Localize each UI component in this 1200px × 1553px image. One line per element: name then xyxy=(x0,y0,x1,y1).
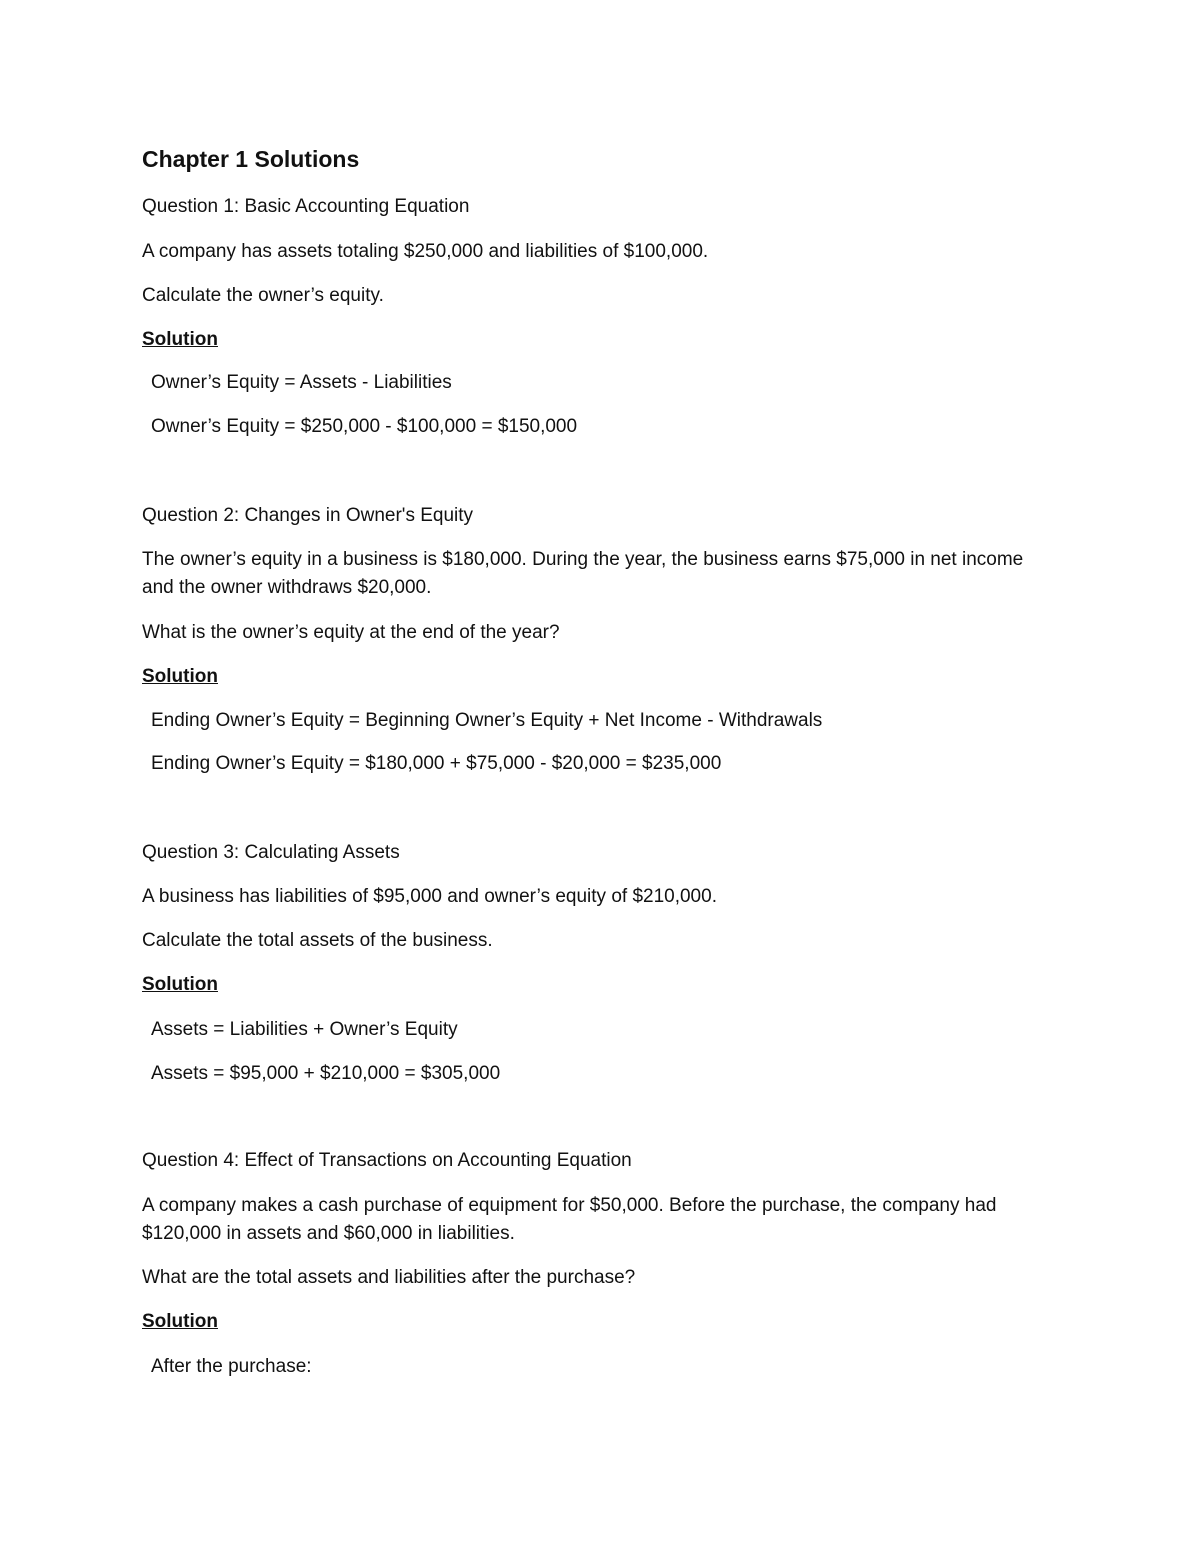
question-2-prompt: What is the owner’s equity at the end of the year? xyxy=(142,622,560,643)
question-3-solution-line-1: Assets = Liabilities + Owner’s Equity xyxy=(151,1019,458,1040)
question-4-prompt: What are the total assets and liabilities after the purchase? xyxy=(142,1267,636,1288)
question-1-solution-line-1: Owner’s Equity = Assets - Liabilities xyxy=(151,372,452,393)
question-4-heading: Question 4: Effect of Transactions on Accounting Equation xyxy=(142,1150,632,1171)
question-1-prompt: Calculate the owner’s equity. xyxy=(142,285,384,306)
question-3-body-line-1: A business has liabilities of $95,000 and owner’s equity of $210,000. xyxy=(142,886,717,907)
question-1-heading: Question 1: Basic Accounting Equation xyxy=(142,196,470,217)
question-3-solution-label: Solution xyxy=(142,974,218,995)
question-3-prompt: Calculate the total assets of the business. xyxy=(142,930,493,951)
question-4-solution-line-1: After the purchase: xyxy=(151,1356,312,1377)
question-2-heading: Question 2: Changes in Owner's Equity xyxy=(142,505,474,526)
question-4-body-line-1: A company makes a cash purchase of equipment for $50,000. Before the purchase, the company had xyxy=(142,1195,997,1216)
page-title: Chapter 1 Solutions xyxy=(142,146,360,172)
question-2-body-line-2: and the owner withdraws $20,000. xyxy=(142,577,432,598)
question-4-body-line-2: $120,000 in assets and $60,000 in liabilities. xyxy=(142,1223,515,1244)
question-1-solution-line-2: Owner’s Equity = $250,000 - $100,000 = $150,000 xyxy=(151,416,578,437)
question-2-solution-line-1: Ending Owner’s Equity = Beginning Owner’s Equity + Net Income - Withdrawals xyxy=(151,710,823,731)
question-3-heading: Question 3: Calculating Assets xyxy=(142,842,400,863)
question-2-solution-label: Solution xyxy=(142,666,218,687)
question-1-body-line-1: A company has assets totaling $250,000 and liabilities of $100,000. xyxy=(142,241,709,262)
question-3-solution-line-2: Assets = $95,000 + $210,000 = $305,000 xyxy=(151,1063,501,1084)
question-1-solution-label: Solution xyxy=(142,329,218,350)
question-2-body-line-1: The owner’s equity in a business is $180,000. During the year, the business earns $75,000 in net income xyxy=(142,549,1024,570)
question-2-solution-line-2: Ending Owner’s Equity = $180,000 + $75,000 - $20,000 = $235,000 xyxy=(151,753,722,774)
question-4-solution-label: Solution xyxy=(142,1311,218,1332)
